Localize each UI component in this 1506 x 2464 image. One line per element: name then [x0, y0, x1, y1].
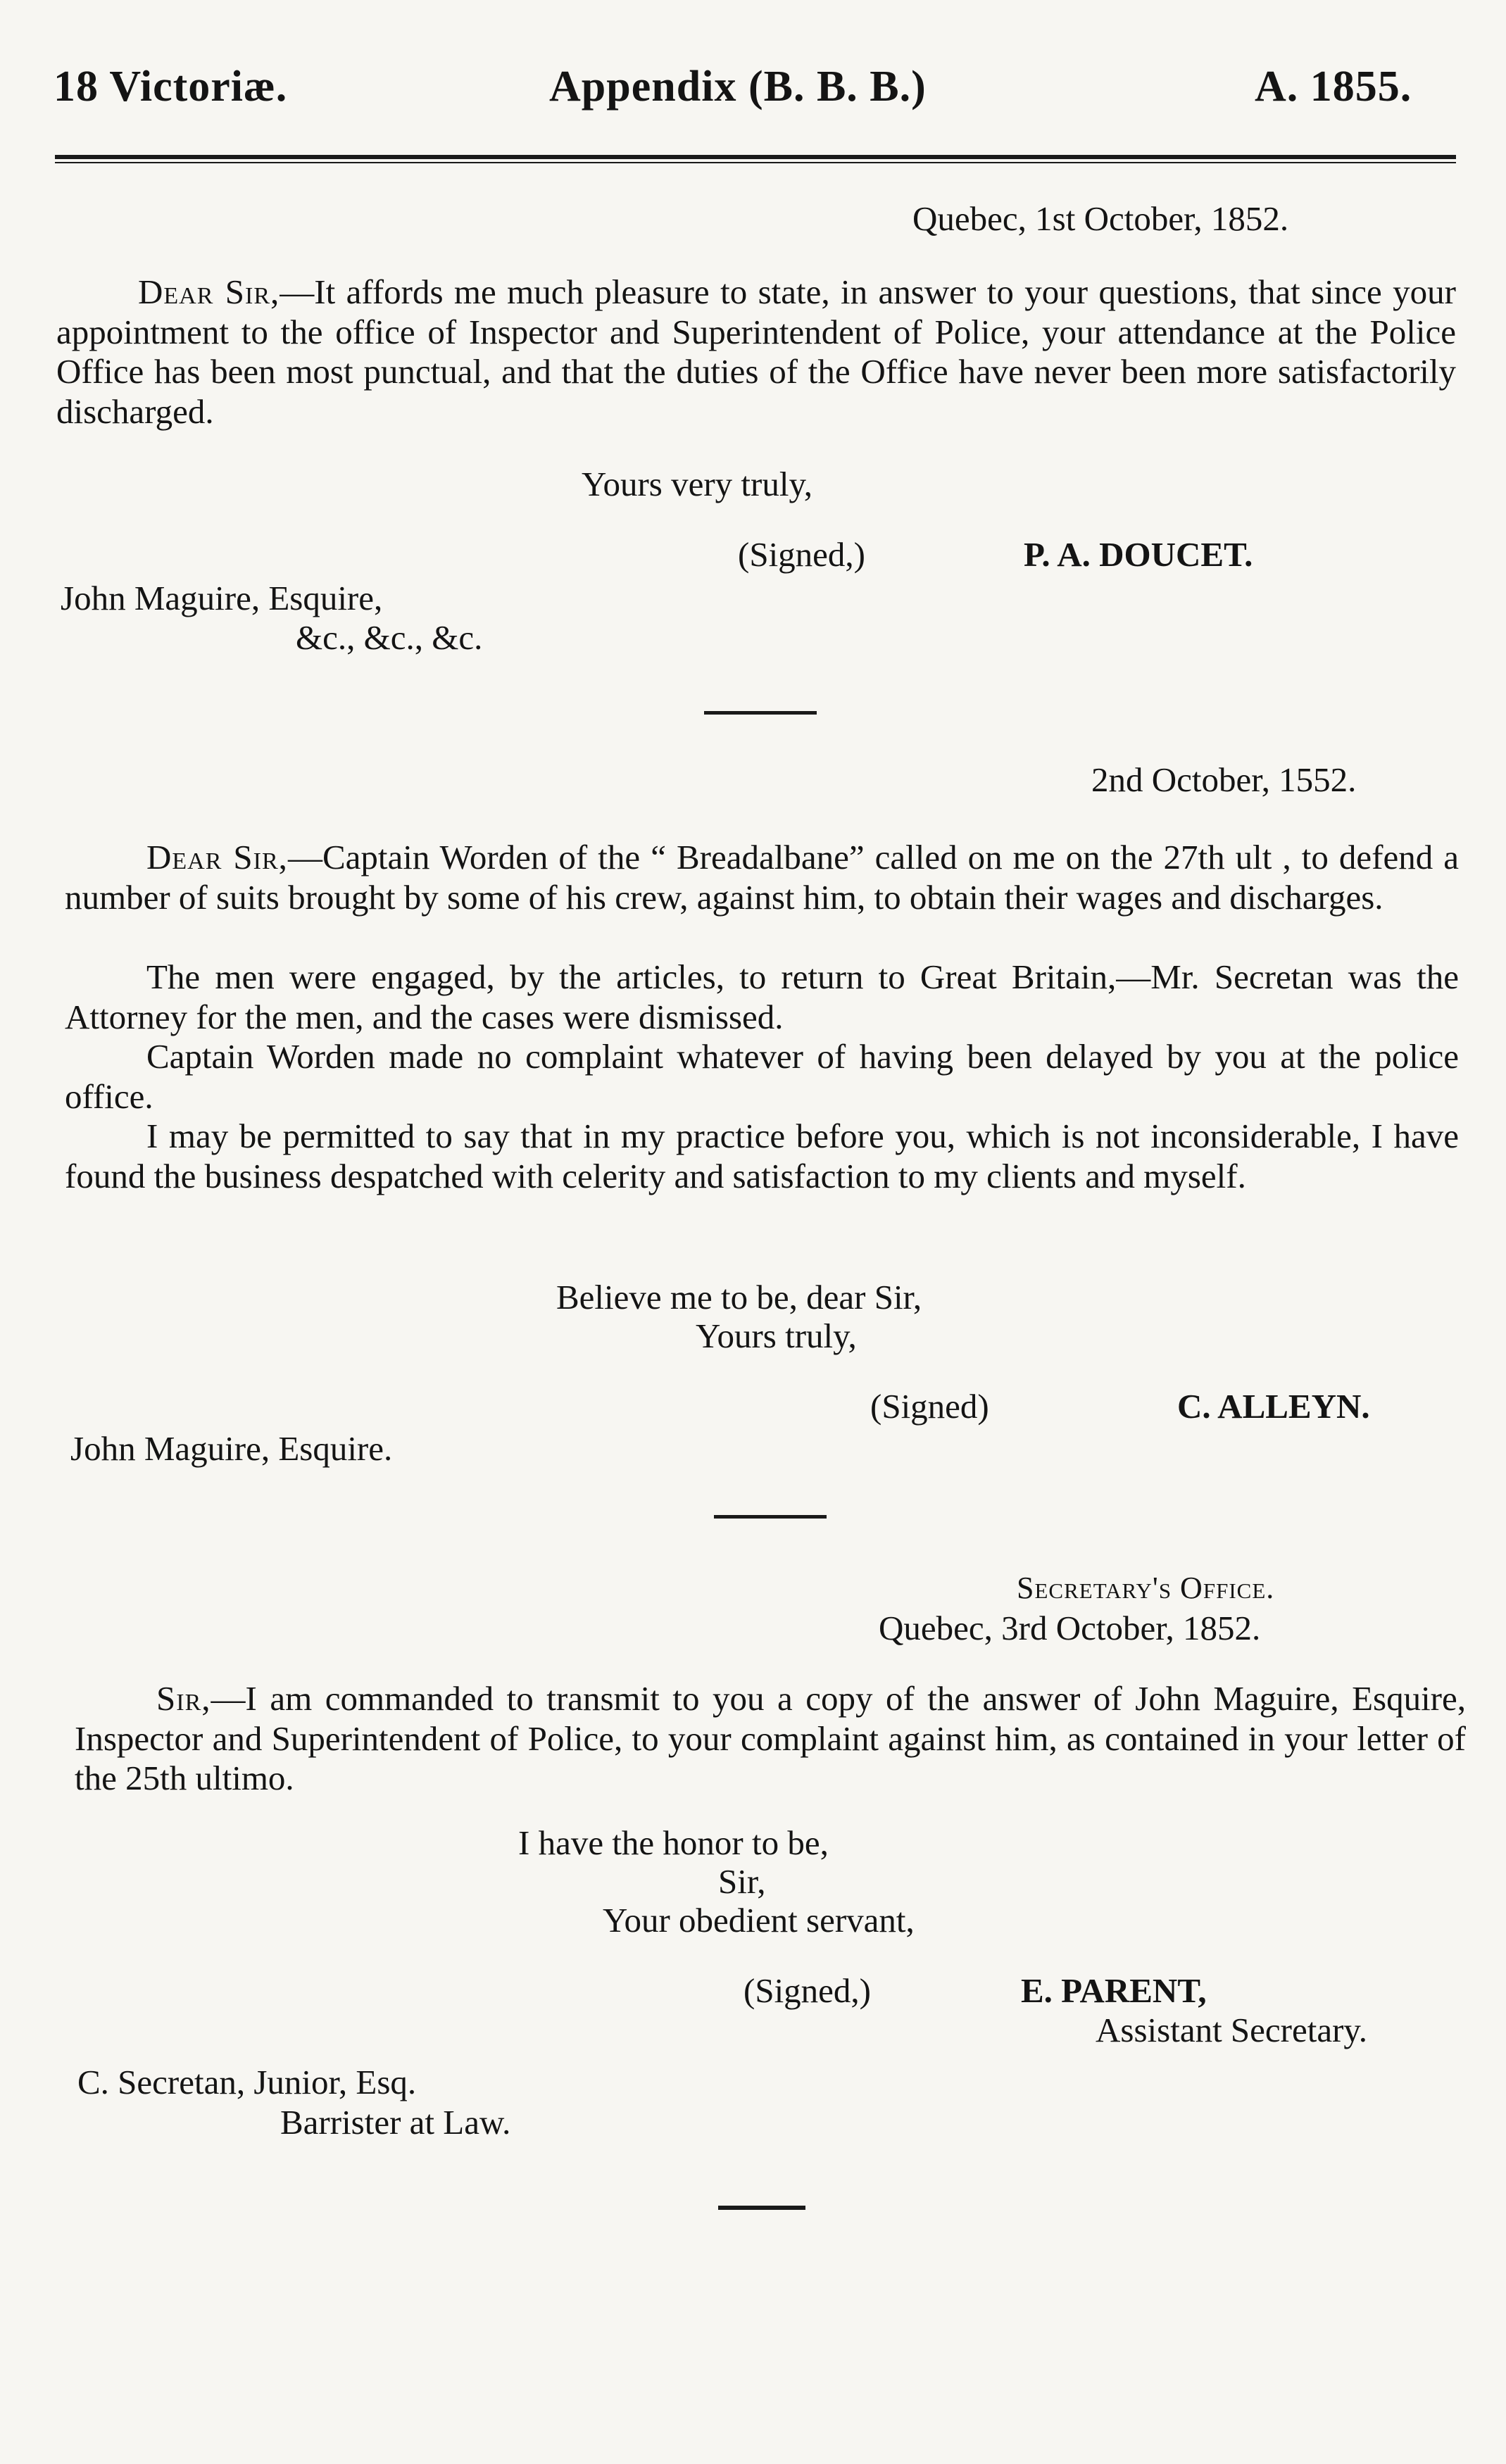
header-rule-thin: [55, 162, 1456, 163]
letter1-addressee-etc: &c., &c., &c.: [296, 618, 483, 657]
letter2-closing: Believe me to be, dear Sir,: [556, 1278, 922, 1316]
letter2-signature: C. ALLEYN.: [1177, 1387, 1370, 1426]
letter2-closing-yours: Yours truly,: [696, 1316, 857, 1355]
letter1-salutation: Dear Sir,: [138, 272, 280, 311]
letter3-signatory-title: Assistant Secretary.: [1096, 2011, 1367, 2049]
separator: [718, 2206, 805, 2210]
letter2-signed: (Signed): [870, 1387, 989, 1426]
letter1-signature: P. A. DOUCET.: [1024, 535, 1253, 574]
letter2-para4: I may be permitted to say that in my practice before you, which is not inconsiderable, I have found the business despatched with celerity and satisfaction to my clients and myself.: [65, 1117, 1459, 1195]
letter1-addressee: John Maguire, Esquire,: [61, 579, 383, 617]
letter2-para2: The men were engaged, by the articles, to return to Great Britain,—Mr. Secretan was the Attorney for the men, and the cases were dismissed.: [65, 957, 1459, 1036]
letter2-para1-text: —Captain Worden of the “ Breadalbane” called on me on the 27th ult , to defend a number of suits brought by some of his crew, against him, to obtain their wages and discharges.: [65, 838, 1459, 917]
header-session: 18 Victoriæ.: [54, 63, 288, 111]
letter1-dateline: Quebec, 1st October, 1852.: [912, 199, 1289, 238]
letter1-closing: Yours very truly,: [582, 465, 813, 503]
letter2-addressee: John Maguire, Esquire.: [70, 1429, 393, 1468]
letter3-dateline: Quebec, 3rd October, 1852.: [879, 1609, 1261, 1647]
letter2-para3: Captain Worden made no complaint whatever of having been delayed by you at the police office.: [65, 1037, 1459, 1116]
header-rule: [55, 155, 1456, 159]
letter3-signature: E. PARENT,: [1021, 1971, 1207, 2010]
letter3-closing-servant: Your obedient servant,: [603, 1901, 915, 1940]
letter3-addressee-title: Barrister at Law.: [280, 2103, 511, 2142]
header-year: A. 1855.: [1255, 63, 1412, 111]
letter3-closing: I have the honor to be,: [518, 1823, 829, 1862]
letter1-body: [56, 272, 1456, 432]
letter3-addressee: C. Secretan, Junior, Esq.: [77, 2063, 417, 2101]
letter3-body: [75, 1679, 1466, 1799]
header-appendix: Appendix (B. B. B.): [549, 63, 927, 111]
letter2-para1: [65, 838, 1459, 917]
letter2-dateline: 2nd October, 1552.: [1091, 760, 1357, 799]
letter1-body-text: —It affords me much pleasure to state, in answer to your questions, that since your appointment to the office of Inspector and Superintendent of Police, your attendance at the Police Office has been most punctual, and that the duties of the Office have never been more satisfactorily discharged.: [56, 272, 1456, 431]
letter3-closing-sir: Sir,: [718, 1862, 766, 1901]
separator: [714, 1515, 827, 1519]
letter3-signed: (Signed,): [743, 1971, 871, 2010]
letter3-body-text: —I am commanded to transmit to you a copy of the answer of John Maguire, Esquire, Inspector and Superintendent of Police, to your complaint against him, as contained in your letter of the 25th ultimo.: [75, 1679, 1466, 1797]
letter3-salutation: Sir,: [156, 1679, 211, 1718]
letter3-office: Secretary's Office.: [1017, 1571, 1275, 1605]
letter2-salutation: Dear Sir,: [146, 838, 288, 876]
separator: [704, 711, 817, 715]
letter1-signed: (Signed,): [738, 535, 865, 574]
